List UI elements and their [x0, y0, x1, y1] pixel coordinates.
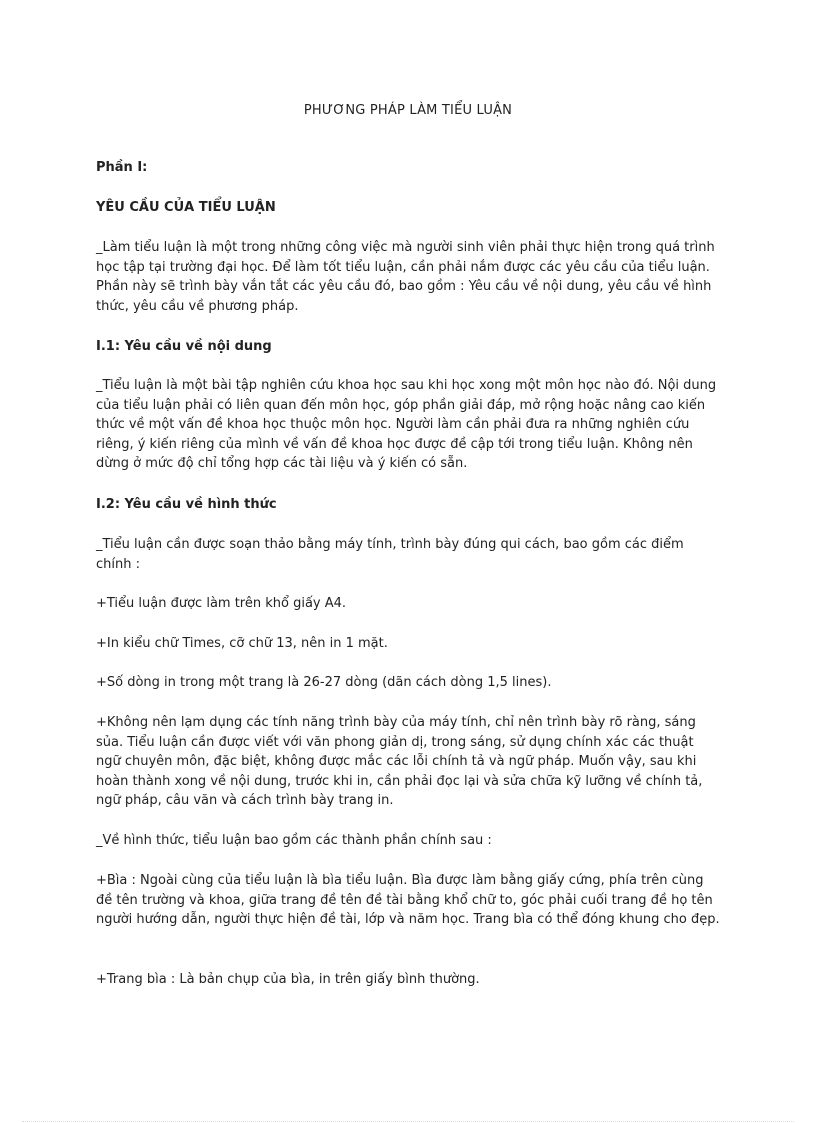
point-paper-size: +Tiểu luận được làm trên khổ giấy A4. [96, 596, 347, 611]
page-bottom-divider [22, 1121, 794, 1122]
form-intro-paragraph: _Tiểu luận cần được soạn thảo bằng máy tính, trình bày đúng qui cách, bao gồm các điểm chính : [96, 537, 684, 572]
point-cover: +Bìa : Ngoài cùng của tiểu luận là bìa tiểu luận. Bìa được làm bằng giấy cứng, phía trên cùng đề tên trường và khoa, giữa trang đề tên đề tài bằng khổ chữ to, góc phải cuối trang đề họ tên người hướng dẫn, người thực hiện đề tài, lớp và năm học. Trang bìa có thể đóng khung cho đẹp. [96, 873, 720, 927]
point-writing-style: +Không nên lạm dụng các tính năng trình bày của máy tính, chỉ nên trình bày rõ ràng, sáng sủa. Tiểu luận cần được viết với văn phong giản dị, trong sáng, sử dụng chính xác các thuật ngữ chuyên môn, đặc biệt, không được mắc các lỗi chính tả và ngữ pháp. Muốn vậy, sau khi hoàn thành xong về nội dung, trước khi in, cần phải đọc lại và sửa chữa kỹ lưỡng về chính tả, ngữ pháp, câu văn và cách trình bày trang in. [96, 715, 703, 808]
section-heading: YÊU CẦU CỦA TIỂU LUẬN [96, 200, 276, 215]
point-line-count: +Số dòng in trong một trang là 26-27 dòng (dãn cách dòng 1,5 lines). [96, 675, 552, 690]
point-title-page: +Trang bìa : Là bản chụp của bìa, in trên giấy bình thường. [96, 972, 480, 987]
part-label: Phần I: [96, 160, 148, 175]
intro-paragraph: _Làm tiểu luận là một trong những công việc mà người sinh viên phải thực hiện trong quá trình học tập tại trường đại học. Để làm tốt tiểu luận, cần phải nắm được các yêu cầu của tiểu luận. Phần này sẽ trình bày vắn tắt các yêu cầu đó, bao gồm : Yêu cầu về nội dung, yêu cầu về hình thức, yêu cầu về phương pháp. [96, 240, 715, 314]
components-intro: _Về hình thức, tiểu luận bao gồm các thành phần chính sau : [96, 833, 492, 848]
page-title: PHƯƠNG PHÁP LÀM TIỂU LUẬN [303, 103, 513, 118]
content-paragraph: _Tiểu luận là một bài tập nghiên cứu khoa học sau khi học xong một môn học nào đó. Nội dung của tiểu luận phải có liên quan đến môn học, góp phần giải đáp, mở rộng hoặc nâng cao kiến thức về một vấn đề khoa học thuộc môn học. Người làm cần phải đưa ra những nghiên cứu riêng, ý kiến riêng của mình về vấn đề khoa học được đề cập tới trong tiểu luận. Không nên dừng ở mức độ chỉ tổng hợp các tài liệu và ý kiến có sẵn. [96, 378, 717, 471]
point-font: +In kiểu chữ Times, cỡ chữ 13, nên in 1 mặt. [96, 636, 388, 651]
heading-form-requirements: I.2: Yêu cầu về hình thức [96, 497, 277, 512]
heading-content-requirements: I.1: Yêu cầu về nội dung [96, 339, 272, 354]
